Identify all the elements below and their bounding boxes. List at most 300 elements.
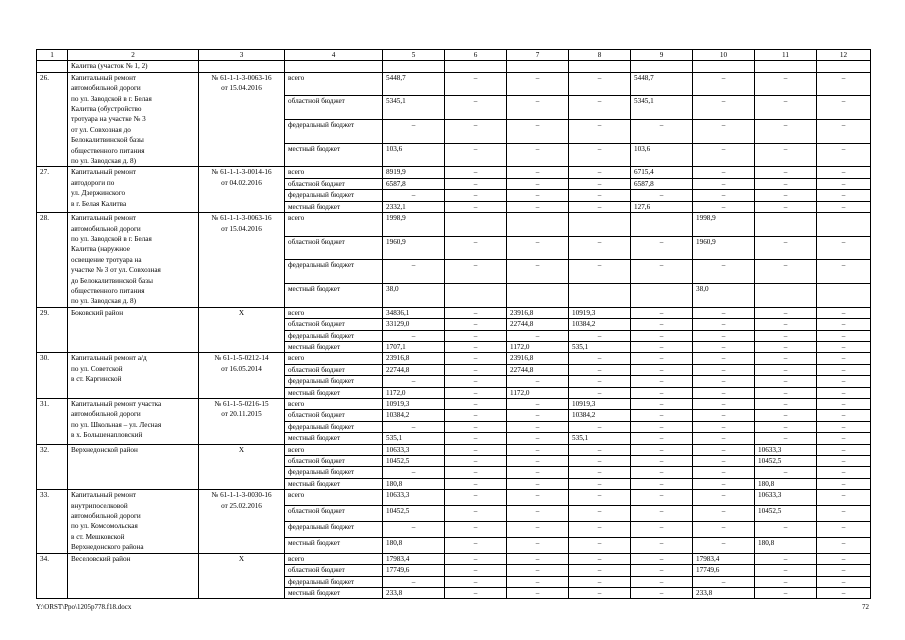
amount-cell: –	[507, 190, 569, 201]
amount-cell: –	[445, 341, 507, 352]
amount-cell: –	[693, 143, 755, 167]
approval-document-line: от 04.02.2016	[221, 178, 262, 187]
amount-cell: 10919,3	[569, 307, 631, 318]
object-name	[68, 307, 199, 353]
amount-cell: –	[755, 364, 817, 375]
column-header-8: 8	[569, 50, 631, 61]
item-number: 27.	[37, 167, 68, 213]
object-name-line: по ул. Заводская д. 8)	[71, 157, 136, 166]
amount-cell: –	[693, 410, 755, 421]
amount-cell: –	[755, 178, 817, 189]
amount-cell: –	[507, 565, 569, 576]
amount-cell: –	[507, 143, 569, 167]
amount-cell: –	[817, 143, 871, 167]
object-name-line: внутрипоселковой	[71, 501, 128, 510]
amount-cell: –	[817, 553, 871, 564]
amount-cell: –	[817, 456, 871, 467]
amount-cell: –	[569, 553, 631, 564]
amount-cell: –	[631, 190, 693, 201]
budget-source-label: всего	[285, 72, 383, 96]
amount-cell: –	[693, 341, 755, 352]
amount-cell: 6715,4	[631, 167, 693, 178]
amount-cell: –	[755, 587, 817, 598]
amount-cell	[569, 213, 631, 237]
amount-cell: –	[817, 410, 871, 421]
amount-cell: –	[445, 387, 507, 398]
amount-cell: –	[383, 260, 445, 284]
object-name-line: в ст. Мешковской	[71, 532, 125, 541]
budget-source-label: всего	[285, 167, 383, 178]
amount-cell: 38,0	[693, 284, 755, 308]
approval-document-line: от 25.02.2016	[221, 501, 262, 510]
continuation-row	[37, 61, 871, 72]
approval-document-line: от 20.11.2015	[221, 410, 262, 419]
amount-cell: –	[631, 444, 693, 455]
amount-cell: –	[755, 576, 817, 587]
amount-cell: –	[755, 553, 817, 564]
amount-cell: –	[445, 433, 507, 444]
table-row	[37, 72, 871, 96]
amount-cell: 5345,1	[631, 96, 693, 120]
amount-cell: 103,6	[631, 143, 693, 167]
approval-document-line: № 61-1-1-3-0014-16	[211, 168, 272, 177]
column-header-9: 9	[631, 50, 693, 61]
column-header-12: 12	[817, 50, 871, 61]
amount-cell: –	[693, 201, 755, 212]
amount-cell: –	[445, 236, 507, 260]
budget-source-label: местный бюджет	[285, 537, 383, 553]
amount-cell: –	[817, 96, 871, 120]
budget-source-label: всего	[285, 490, 383, 506]
approval-document-line: № 61-1-5-0216-15	[214, 400, 269, 408]
amount-cell: –	[631, 319, 693, 330]
amount-cell: –	[383, 120, 445, 144]
amount-cell: 1172,0	[507, 341, 569, 352]
object-name	[68, 444, 199, 490]
amount-cell: 10452,5	[383, 506, 445, 522]
amount-cell: –	[631, 387, 693, 398]
amount-cell: –	[445, 410, 507, 421]
amount-cell: –	[817, 190, 871, 201]
object-name-line: по ул. Советской	[71, 364, 123, 373]
amount-cell: –	[507, 467, 569, 478]
amount-cell: –	[445, 478, 507, 489]
amount-cell: –	[631, 576, 693, 587]
amount-cell: –	[569, 387, 631, 398]
amount-cell: 22744,8	[383, 364, 445, 375]
amount-cell: –	[569, 201, 631, 212]
approval-document-line: от 16.05.2014	[221, 364, 262, 373]
amount-cell: 180,8	[383, 537, 445, 553]
amount-cell: –	[569, 421, 631, 432]
object-name-line: по ул. Заводская д. 8)	[71, 297, 136, 306]
amount-cell: –	[569, 537, 631, 553]
amount-cell: –	[445, 201, 507, 212]
amount-cell: 10384,2	[569, 410, 631, 421]
table-row	[37, 553, 871, 564]
amount-cell: 180,8	[755, 478, 817, 489]
amount-cell	[817, 284, 871, 308]
object-name-line: тротуара на участке № 3	[71, 115, 146, 124]
amount-cell: –	[507, 399, 569, 410]
amount-cell: –	[507, 587, 569, 598]
amount-cell: –	[755, 565, 817, 576]
amount-cell: –	[445, 506, 507, 522]
amount-cell: –	[755, 167, 817, 178]
amount-cell: –	[817, 178, 871, 189]
amount-cell: –	[445, 565, 507, 576]
amount-cell: –	[569, 576, 631, 587]
budget-source-label: областной бюджет	[285, 565, 383, 576]
amount-cell: –	[631, 433, 693, 444]
amount-cell: –	[569, 506, 631, 522]
amount-cell	[755, 213, 817, 237]
amount-cell: –	[693, 444, 755, 455]
amount-cell: 180,8	[755, 537, 817, 553]
amount-cell: 22744,8	[507, 319, 569, 330]
object-name-line: по ул. Школьная – ул. Лесная	[71, 420, 162, 429]
amount-cell: 1707,1	[383, 341, 445, 352]
budget-source-label: федеральный бюджет	[285, 421, 383, 432]
amount-cell: –	[569, 376, 631, 387]
object-name-line: автомобильной дороги	[71, 512, 141, 521]
budget-table	[36, 49, 871, 599]
column-header-4: 4	[285, 50, 383, 61]
budget-source-label: федеральный бюджет	[285, 330, 383, 341]
item-number: 28.	[37, 213, 68, 308]
amount-cell: –	[693, 330, 755, 341]
amount-cell: 233,8	[693, 587, 755, 598]
amount-cell: –	[693, 399, 755, 410]
amount-cell: –	[445, 143, 507, 167]
amount-cell: –	[569, 478, 631, 489]
object-name-line: по ул. Заводской в г. Белая	[71, 94, 152, 103]
amount-cell: –	[569, 167, 631, 178]
amount-cell: 5448,7	[631, 72, 693, 96]
approval-document	[199, 444, 285, 490]
budget-source-label: областной бюджет	[285, 96, 383, 120]
object-name-line: Калитва (обустройство	[71, 105, 142, 114]
budget-source-label: федеральный бюджет	[285, 260, 383, 284]
amount-cell: –	[445, 178, 507, 189]
amount-cell: –	[693, 467, 755, 478]
object-name-line: Капитальный ремонт	[71, 168, 137, 177]
amount-cell: –	[445, 260, 507, 284]
amount-cell: –	[569, 236, 631, 260]
amount-cell: –	[445, 444, 507, 455]
amount-cell: –	[631, 565, 693, 576]
amount-cell: –	[693, 96, 755, 120]
amount-cell: –	[693, 190, 755, 201]
amount-cell: 1172,0	[383, 387, 445, 398]
amount-cell: 10452,5	[755, 506, 817, 522]
amount-cell: –	[569, 467, 631, 478]
amount-cell: –	[631, 456, 693, 467]
amount-cell: –	[755, 387, 817, 398]
approval-document	[199, 307, 285, 353]
amount-cell: –	[755, 201, 817, 212]
item-number: 29.	[37, 307, 68, 353]
amount-cell	[817, 213, 871, 237]
approval-document-line: от 15.04.2016	[221, 84, 262, 93]
amount-cell: 180,8	[383, 478, 445, 489]
budget-source-label: федеральный бюджет	[285, 190, 383, 201]
amount-cell: –	[693, 576, 755, 587]
object-name-line: Капитальный ремонт	[71, 214, 137, 223]
amount-cell: –	[631, 467, 693, 478]
amount-cell: –	[631, 376, 693, 387]
object-name-line: автомобильной дороги	[71, 84, 141, 93]
object-name-line: освещение тротуара на	[71, 255, 142, 264]
amount-cell: –	[569, 143, 631, 167]
object-name-line: ул. Дзержинского	[71, 189, 126, 198]
amount-cell: –	[693, 307, 755, 318]
amount-cell: –	[817, 167, 871, 178]
amount-cell: –	[817, 399, 871, 410]
amount-cell: –	[817, 490, 871, 506]
amount-cell: –	[817, 565, 871, 576]
amount-cell: –	[693, 433, 755, 444]
amount-cell: –	[445, 167, 507, 178]
approval-document-line: № 61-1-5-0212-14	[214, 354, 269, 363]
amount-cell	[755, 284, 817, 308]
object-name-line: автомобильной дороги	[71, 410, 141, 419]
amount-cell: –	[755, 72, 817, 96]
amount-cell: –	[817, 467, 871, 478]
amount-cell: 1960,9	[383, 236, 445, 260]
budget-source-label: местный бюджет	[285, 478, 383, 489]
amount-cell: 17983,4	[383, 553, 445, 564]
budget-source-label: областной бюджет	[285, 364, 383, 375]
approval-document-line: X	[238, 445, 245, 454]
budget-source-label: федеральный бюджет	[285, 376, 383, 387]
amount-cell: –	[631, 330, 693, 341]
approval-document-line: № 61-1-1-3-0063-16	[211, 73, 272, 82]
amount-cell: –	[755, 330, 817, 341]
amount-cell: –	[631, 478, 693, 489]
object-name-line: Капитальный ремонт а/д	[71, 354, 147, 363]
amount-cell: –	[569, 364, 631, 375]
amount-cell: –	[755, 421, 817, 432]
item-number: 30.	[37, 353, 68, 399]
amount-cell: 6587,8	[631, 178, 693, 189]
amount-cell: –	[445, 96, 507, 120]
amount-cell: –	[693, 353, 755, 364]
amount-cell: 23916,8	[507, 307, 569, 318]
column-header-3: 3	[199, 50, 285, 61]
amount-cell: –	[383, 376, 445, 387]
object-name-line: Веселовский район	[71, 554, 131, 563]
amount-cell: 34836,1	[383, 307, 445, 318]
amount-cell	[507, 213, 569, 237]
amount-cell: –	[693, 72, 755, 96]
approval-document	[199, 490, 285, 553]
budget-source-label: федеральный бюджет	[285, 521, 383, 537]
budget-source-label: областной бюджет	[285, 456, 383, 467]
amount-cell: 6587,8	[383, 178, 445, 189]
table-row	[37, 444, 871, 455]
object-name	[68, 213, 199, 308]
amount-cell: –	[507, 537, 569, 553]
amount-cell: –	[507, 260, 569, 284]
amount-cell: –	[755, 376, 817, 387]
amount-cell: –	[817, 364, 871, 375]
amount-cell: –	[631, 553, 693, 564]
amount-cell: –	[817, 387, 871, 398]
amount-cell: –	[817, 201, 871, 212]
amount-cell: –	[631, 260, 693, 284]
budget-source-label: местный бюджет	[285, 284, 383, 308]
item-number: 32.	[37, 444, 68, 490]
amount-cell: –	[755, 307, 817, 318]
object-name-line: Калитва (наружное	[71, 245, 130, 254]
amount-cell: –	[631, 399, 693, 410]
object-name-line: до Белокалитвинской базы	[71, 276, 153, 285]
column-header-5: 5	[383, 50, 445, 61]
amount-cell: –	[383, 330, 445, 341]
amount-cell: –	[817, 506, 871, 522]
amount-cell: –	[755, 190, 817, 201]
amount-cell: –	[445, 467, 507, 478]
amount-cell: –	[569, 521, 631, 537]
amount-cell: –	[383, 467, 445, 478]
object-name-line: Капитальный ремонт	[71, 73, 137, 82]
amount-cell: –	[755, 96, 817, 120]
amount-cell: –	[693, 178, 755, 189]
amount-cell: 33129,0	[383, 319, 445, 330]
amount-cell: –	[445, 353, 507, 364]
amount-cell: –	[817, 478, 871, 489]
amount-cell: –	[755, 120, 817, 144]
approval-document-line: X	[238, 554, 245, 563]
amount-cell	[445, 284, 507, 308]
amount-cell: –	[383, 190, 445, 201]
budget-source-label: областной бюджет	[285, 236, 383, 260]
amount-cell: 5345,1	[383, 96, 445, 120]
amount-cell: –	[569, 330, 631, 341]
amount-cell: –	[755, 341, 817, 352]
budget-source-label: местный бюджет	[285, 143, 383, 167]
approval-document-line: № 61-1-1-3-0030-16	[211, 491, 272, 500]
approval-document	[199, 213, 285, 308]
amount-cell: –	[755, 467, 817, 478]
budget-source-label: всего	[285, 553, 383, 564]
amount-cell: –	[817, 319, 871, 330]
object-name-line: Верхнедонской район	[71, 445, 138, 454]
amount-cell: –	[445, 490, 507, 506]
amount-cell: 1998,9	[383, 213, 445, 237]
amount-cell: –	[507, 201, 569, 212]
object-name	[68, 553, 199, 599]
amount-cell: 17983,4	[693, 553, 755, 564]
object-name-line: Боковский район	[71, 308, 124, 317]
amount-cell: 17749,6	[383, 565, 445, 576]
table-row	[37, 353, 871, 364]
budget-source-label: всего	[285, 307, 383, 318]
amount-cell: –	[507, 72, 569, 96]
amount-cell: –	[755, 399, 817, 410]
amount-cell: –	[569, 490, 631, 506]
amount-cell: 10633,3	[755, 490, 817, 506]
continuation-text: Калитва (участок № 1, 2)	[68, 61, 199, 72]
amount-cell: –	[817, 307, 871, 318]
amount-cell: –	[631, 490, 693, 506]
approval-document	[199, 72, 285, 167]
amount-cell: –	[507, 410, 569, 421]
amount-cell: –	[693, 456, 755, 467]
amount-cell: –	[755, 410, 817, 421]
column-header-2: 2	[68, 50, 199, 61]
amount-cell: –	[569, 190, 631, 201]
amount-cell	[569, 284, 631, 308]
amount-cell: 5448,7	[383, 72, 445, 96]
amount-cell: 10633,3	[755, 444, 817, 455]
amount-cell: 1172,0	[507, 387, 569, 398]
amount-cell: –	[445, 456, 507, 467]
amount-cell: –	[569, 565, 631, 576]
column-header-6: 6	[445, 50, 507, 61]
amount-cell: 10384,2	[383, 410, 445, 421]
amount-cell: 103,6	[383, 143, 445, 167]
amount-cell: 23916,8	[507, 353, 569, 364]
amount-cell: –	[445, 537, 507, 553]
amount-cell: –	[631, 353, 693, 364]
budget-source-label: местный бюджет	[285, 433, 383, 444]
item-number: 33.	[37, 490, 68, 553]
object-name	[68, 353, 199, 399]
table-row	[37, 307, 871, 318]
amount-cell: –	[755, 236, 817, 260]
item-number: 34.	[37, 553, 68, 599]
amount-cell	[445, 213, 507, 237]
table-row	[37, 213, 871, 237]
amount-cell: –	[817, 587, 871, 598]
amount-cell: –	[507, 433, 569, 444]
amount-cell: 535,1	[569, 341, 631, 352]
amount-cell: –	[693, 506, 755, 522]
amount-cell: –	[569, 120, 631, 144]
budget-source-label: всего	[285, 353, 383, 364]
amount-cell: –	[507, 444, 569, 455]
object-name-line: по ул. Заводской в г. Белая	[71, 234, 152, 243]
amount-cell: –	[755, 260, 817, 284]
approval-document-line: X	[238, 308, 245, 317]
budget-source-label: местный бюджет	[285, 341, 383, 352]
item-number: 31.	[37, 399, 68, 445]
amount-cell: –	[445, 421, 507, 432]
amount-cell: –	[569, 178, 631, 189]
approval-document-line: от 15.04.2016	[221, 224, 262, 233]
amount-cell: 233,8	[383, 587, 445, 598]
amount-cell: –	[631, 587, 693, 598]
object-name-line: участке № 3 от ул. Совхозная	[71, 266, 161, 275]
amount-cell: –	[507, 330, 569, 341]
amount-cell: –	[631, 506, 693, 522]
amount-cell: 10452,5	[383, 456, 445, 467]
amount-cell: –	[445, 330, 507, 341]
amount-cell: –	[693, 120, 755, 144]
budget-source-label: всего	[285, 399, 383, 410]
amount-cell: –	[693, 387, 755, 398]
amount-cell: –	[631, 537, 693, 553]
approval-document	[199, 553, 285, 599]
amount-cell: –	[445, 521, 507, 537]
amount-cell: 10633,3	[383, 490, 445, 506]
amount-cell: –	[817, 353, 871, 364]
amount-cell: –	[693, 376, 755, 387]
object-name-line: в х. Большенапловский	[71, 431, 143, 440]
footer-file-path: Y:\ORST\Ppo\1205p778.f18.docx	[36, 603, 132, 611]
